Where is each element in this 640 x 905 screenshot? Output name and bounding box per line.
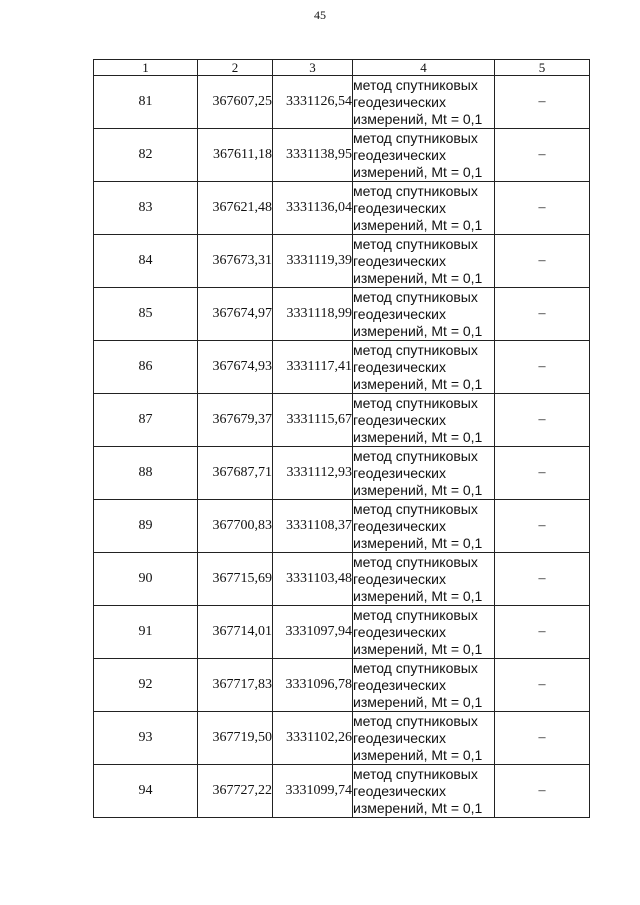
method-text-line: геодезических — [353, 517, 446, 534]
page-number: 45 — [314, 8, 326, 22]
column5-dash-cell: – — [495, 712, 590, 765]
column5-dash-cell: – — [495, 606, 590, 659]
point-number-cell: 92 — [94, 659, 198, 712]
method-text-line: измерений, Mt = 0,1 — [353, 640, 483, 657]
table-row — [94, 765, 590, 818]
method-text-line: метод спутниковых — [353, 288, 478, 305]
y-coordinate-cell: 3331108,37 — [273, 500, 353, 553]
method-text-line: метод спутниковых — [353, 76, 478, 93]
method-text-line: геодезических — [353, 729, 446, 746]
point-number-cell: 88 — [94, 447, 198, 500]
method-cell — [353, 447, 495, 500]
header-cell-col2: 2 — [198, 60, 273, 76]
method-text-line: измерений, Mt = 0,1 — [353, 799, 483, 816]
point-number-cell: 93 — [94, 712, 198, 765]
method-text-line: метод спутниковых — [353, 235, 478, 252]
column5-dash-cell: – — [495, 500, 590, 553]
method-cell — [353, 394, 495, 447]
table-row — [94, 129, 590, 182]
method-text-line: измерений, Mt = 0,1 — [353, 269, 483, 286]
y-coordinate-cell: 3331115,67 — [273, 394, 353, 447]
method-cell — [353, 129, 495, 182]
y-coordinate-cell: 3331118,99 — [273, 288, 353, 341]
method-text-line: измерений, Mt = 0,1 — [353, 375, 483, 392]
point-number-cell: 82 — [94, 129, 198, 182]
x-coordinate-cell: 367674,93 — [198, 341, 273, 394]
y-coordinate-cell: 3331138,95 — [273, 129, 353, 182]
x-coordinate-cell: 367719,50 — [198, 712, 273, 765]
method-text-line: метод спутниковых — [353, 553, 478, 570]
y-coordinate-cell: 3331097,94 — [273, 606, 353, 659]
method-cell — [353, 553, 495, 606]
method-text-line: геодезических — [353, 199, 446, 216]
header-cell-col5: 5 — [495, 60, 590, 76]
y-coordinate-cell: 3331096,78 — [273, 659, 353, 712]
point-number-cell: 85 — [94, 288, 198, 341]
x-coordinate-cell: 367674,97 — [198, 288, 273, 341]
point-number-cell: 90 — [94, 553, 198, 606]
point-number-cell: 83 — [94, 182, 198, 235]
table-row — [94, 606, 590, 659]
y-coordinate-cell: 3331126,54 — [273, 76, 353, 129]
column5-dash-cell: – — [495, 288, 590, 341]
method-text-line: метод спутниковых — [353, 447, 478, 464]
method-text-line: метод спутниковых — [353, 500, 478, 517]
table-row — [94, 341, 590, 394]
method-cell — [353, 341, 495, 394]
column5-dash-cell: – — [495, 394, 590, 447]
x-coordinate-cell: 367679,37 — [198, 394, 273, 447]
method-cell — [353, 76, 495, 129]
point-number-cell: 84 — [94, 235, 198, 288]
method-text-line: метод спутниковых — [353, 341, 478, 358]
method-text-line: геодезических — [353, 570, 446, 587]
method-text-line: измерений, Mt = 0,1 — [353, 693, 483, 710]
method-text-line: геодезических — [353, 93, 446, 110]
header-cell-col3: 3 — [273, 60, 353, 76]
method-text-line: измерений, Mt = 0,1 — [353, 534, 483, 551]
header-cell-col1: 1 — [94, 60, 198, 76]
table-row — [94, 712, 590, 765]
method-text-line: измерений, Mt = 0,1 — [353, 587, 483, 604]
column5-dash-cell: – — [495, 447, 590, 500]
method-text-line: геодезических — [353, 623, 446, 640]
method-text-line: измерений, Mt = 0,1 — [353, 428, 483, 445]
method-text-line: метод спутниковых — [353, 606, 478, 623]
method-text-line: метод спутниковых — [353, 182, 478, 199]
column5-dash-cell: – — [495, 76, 590, 129]
method-text-line: измерений, Mt = 0,1 — [353, 746, 483, 763]
method-text-line: геодезических — [353, 464, 446, 481]
x-coordinate-cell: 367714,01 — [198, 606, 273, 659]
point-number-cell: 87 — [94, 394, 198, 447]
header-cell-col4: 4 — [353, 60, 495, 76]
method-cell — [353, 606, 495, 659]
table-row — [94, 235, 590, 288]
x-coordinate-cell: 367727,22 — [198, 765, 273, 818]
table-row — [94, 288, 590, 341]
method-cell — [353, 500, 495, 553]
table-row — [94, 447, 590, 500]
method-text-line: измерений, Mt = 0,1 — [353, 481, 483, 498]
table-row — [94, 553, 590, 606]
method-text-line: геодезических — [353, 676, 446, 693]
method-text-line: геодезических — [353, 252, 446, 269]
x-coordinate-cell: 367717,83 — [198, 659, 273, 712]
y-coordinate-cell: 3331112,93 — [273, 447, 353, 500]
method-text-line: измерений, Mt = 0,1 — [353, 216, 483, 233]
x-coordinate-cell: 367611,18 — [198, 129, 273, 182]
y-coordinate-cell: 3331117,41 — [273, 341, 353, 394]
point-number-cell: 81 — [94, 76, 198, 129]
table-row — [94, 500, 590, 553]
x-coordinate-cell: 367621,48 — [198, 182, 273, 235]
method-text-line: измерений, Mt = 0,1 — [353, 322, 483, 339]
method-text-line: измерений, Mt = 0,1 — [353, 163, 483, 180]
x-coordinate-cell: 367607,25 — [198, 76, 273, 129]
point-number-cell: 89 — [94, 500, 198, 553]
coordinates-table-body — [94, 60, 590, 818]
column5-dash-cell: – — [495, 235, 590, 288]
column5-dash-cell: – — [495, 765, 590, 818]
method-cell — [353, 182, 495, 235]
column5-dash-cell: – — [495, 341, 590, 394]
method-cell — [353, 765, 495, 818]
y-coordinate-cell: 3331102,26 — [273, 712, 353, 765]
table-row — [94, 659, 590, 712]
method-cell — [353, 235, 495, 288]
method-cell — [353, 712, 495, 765]
method-text-line: геодезических — [353, 305, 446, 322]
point-number-cell: 94 — [94, 765, 198, 818]
y-coordinate-cell: 3331136,04 — [273, 182, 353, 235]
x-coordinate-cell: 367673,31 — [198, 235, 273, 288]
point-number-cell: 91 — [94, 606, 198, 659]
y-coordinate-cell: 3331103,48 — [273, 553, 353, 606]
x-coordinate-cell: 367687,71 — [198, 447, 273, 500]
column5-dash-cell: – — [495, 553, 590, 606]
x-coordinate-cell: 367715,69 — [198, 553, 273, 606]
method-text-line: метод спутниковых — [353, 659, 478, 676]
method-text-line: метод спутниковых — [353, 394, 478, 411]
table-row — [94, 394, 590, 447]
table-row — [94, 182, 590, 235]
column5-dash-cell: – — [495, 129, 590, 182]
method-text-line: метод спутниковых — [353, 129, 478, 146]
method-text-line: геодезических — [353, 782, 446, 799]
method-cell — [353, 288, 495, 341]
y-coordinate-cell: 3331119,39 — [273, 235, 353, 288]
method-text-line: геодезических — [353, 146, 446, 163]
coordinates-table — [93, 59, 590, 818]
column5-dash-cell: – — [495, 659, 590, 712]
y-coordinate-cell: 3331099,74 — [273, 765, 353, 818]
method-text-line: метод спутниковых — [353, 712, 478, 729]
x-coordinate-cell: 367700,83 — [198, 500, 273, 553]
table-row — [94, 76, 590, 129]
method-text-line: геодезических — [353, 411, 446, 428]
method-cell — [353, 659, 495, 712]
column5-dash-cell: – — [495, 182, 590, 235]
method-text-line: геодезических — [353, 358, 446, 375]
method-text-line: метод спутниковых — [353, 765, 478, 782]
table-header-row — [94, 60, 590, 76]
method-text-line: измерений, Mt = 0,1 — [353, 110, 483, 127]
point-number-cell: 86 — [94, 341, 198, 394]
